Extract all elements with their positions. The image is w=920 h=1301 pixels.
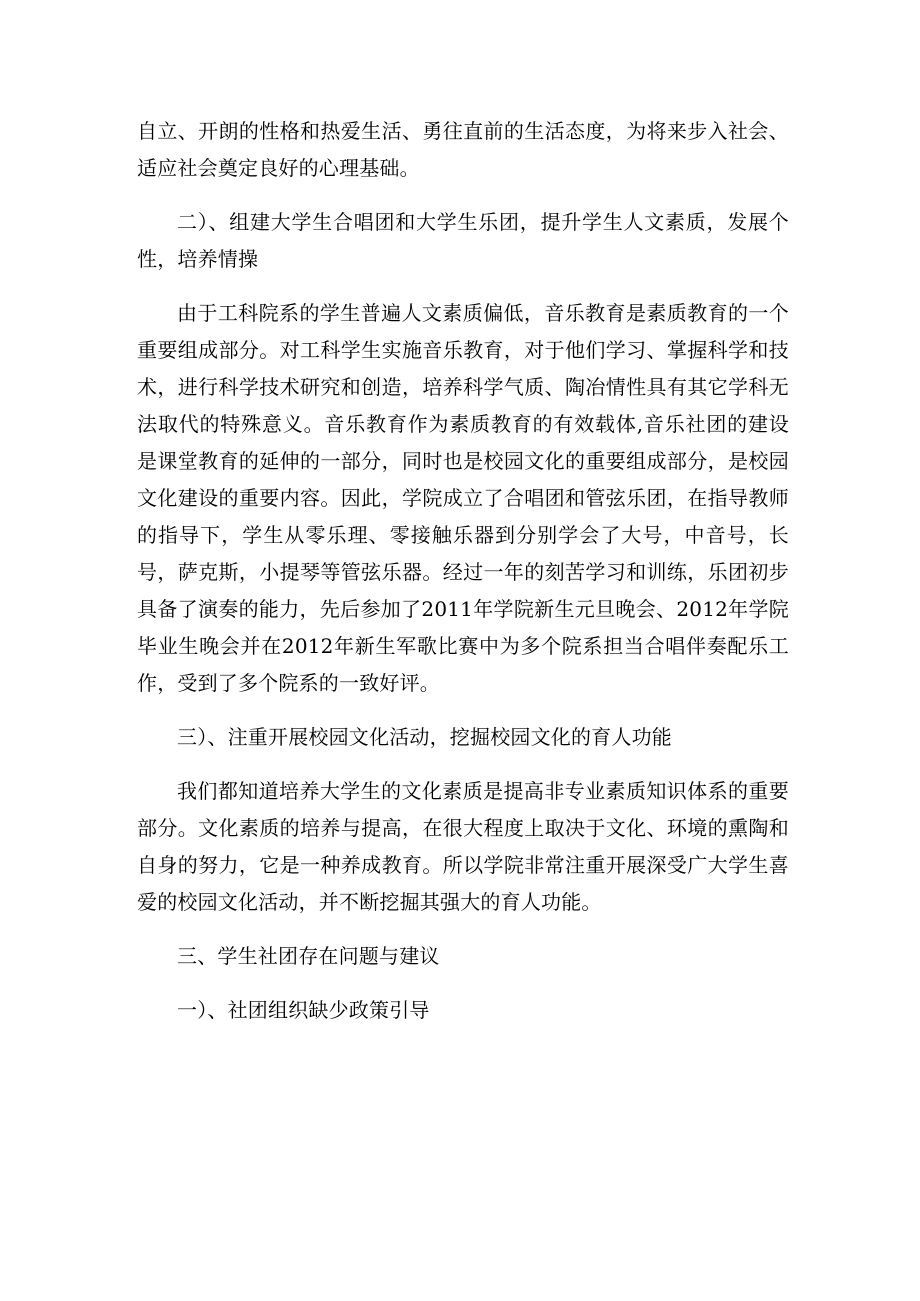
paragraph-continuation: 自立、开朗的性格和热爱生活、勇往直前的生活态度，为将来步入社会、适应社会奠定良好的心理基础。: [137, 119, 789, 180]
paragraph-cultural-quality: 我们都知道培养大学生的文化素质是提高非专业素质知识体系的重要部分。文化素质的培养与提高，在很大程度上取决于文化、环境的熏陶和自身的努力，它是一种养成教育。所以学院非常注重开展深受广大学生喜爱的校园文化活动，并不断挖掘其强大的育人功能。: [137, 779, 789, 914]
section-heading-problems-suggestions: 三、学生社团存在问题与建议: [177, 944, 440, 968]
document-page: [137, 113, 789, 1029]
subsection-heading-policy-guidance: 一）、社团组织缺少政策引导: [177, 998, 430, 1022]
section-heading-campus-culture: 三）、注重开展校园文化活动，挖掘校园文化的育人功能: [177, 725, 672, 749]
paragraph-music-education: 由于工科院系的学生普遍人文素质偏低，音乐教育是素质教育的一个重要组成部分。对工科学生实施音乐教育，对于他们学习、掌握科学和技术，进行科学技术研究和创造，培养科学气质、陶冶情性具有其它学科无法取代的特殊意义。音乐教育作为素质教育的有效载体,音乐社团的建设是课堂教育的延伸的一部分，同时也是校园文化的重要组成部分，是校园文化建设的重要内容。因此，学院成立了合唱团和管弦乐团，在指导教师的指导下，学生从零乐理、零接触乐器到分别学会了大号，中音号，长号，萨克斯，小提琴等管弦乐器。经过一年的刻苦学习和训练，乐团初步具备了演奏的能力，先后参加了2011年学院新生元旦晚会、2012年学院毕业生晚会并在2012年新生军歌比赛中为多个院系担当合唱伴奏配乐工作，受到了多个院系的一致好评。: [137, 301, 789, 695]
section-heading-choir-orchestra: 二）、组建大学生合唱团和大学生乐团，提升学生人文素质，发展个性，培养情操: [137, 210, 789, 271]
